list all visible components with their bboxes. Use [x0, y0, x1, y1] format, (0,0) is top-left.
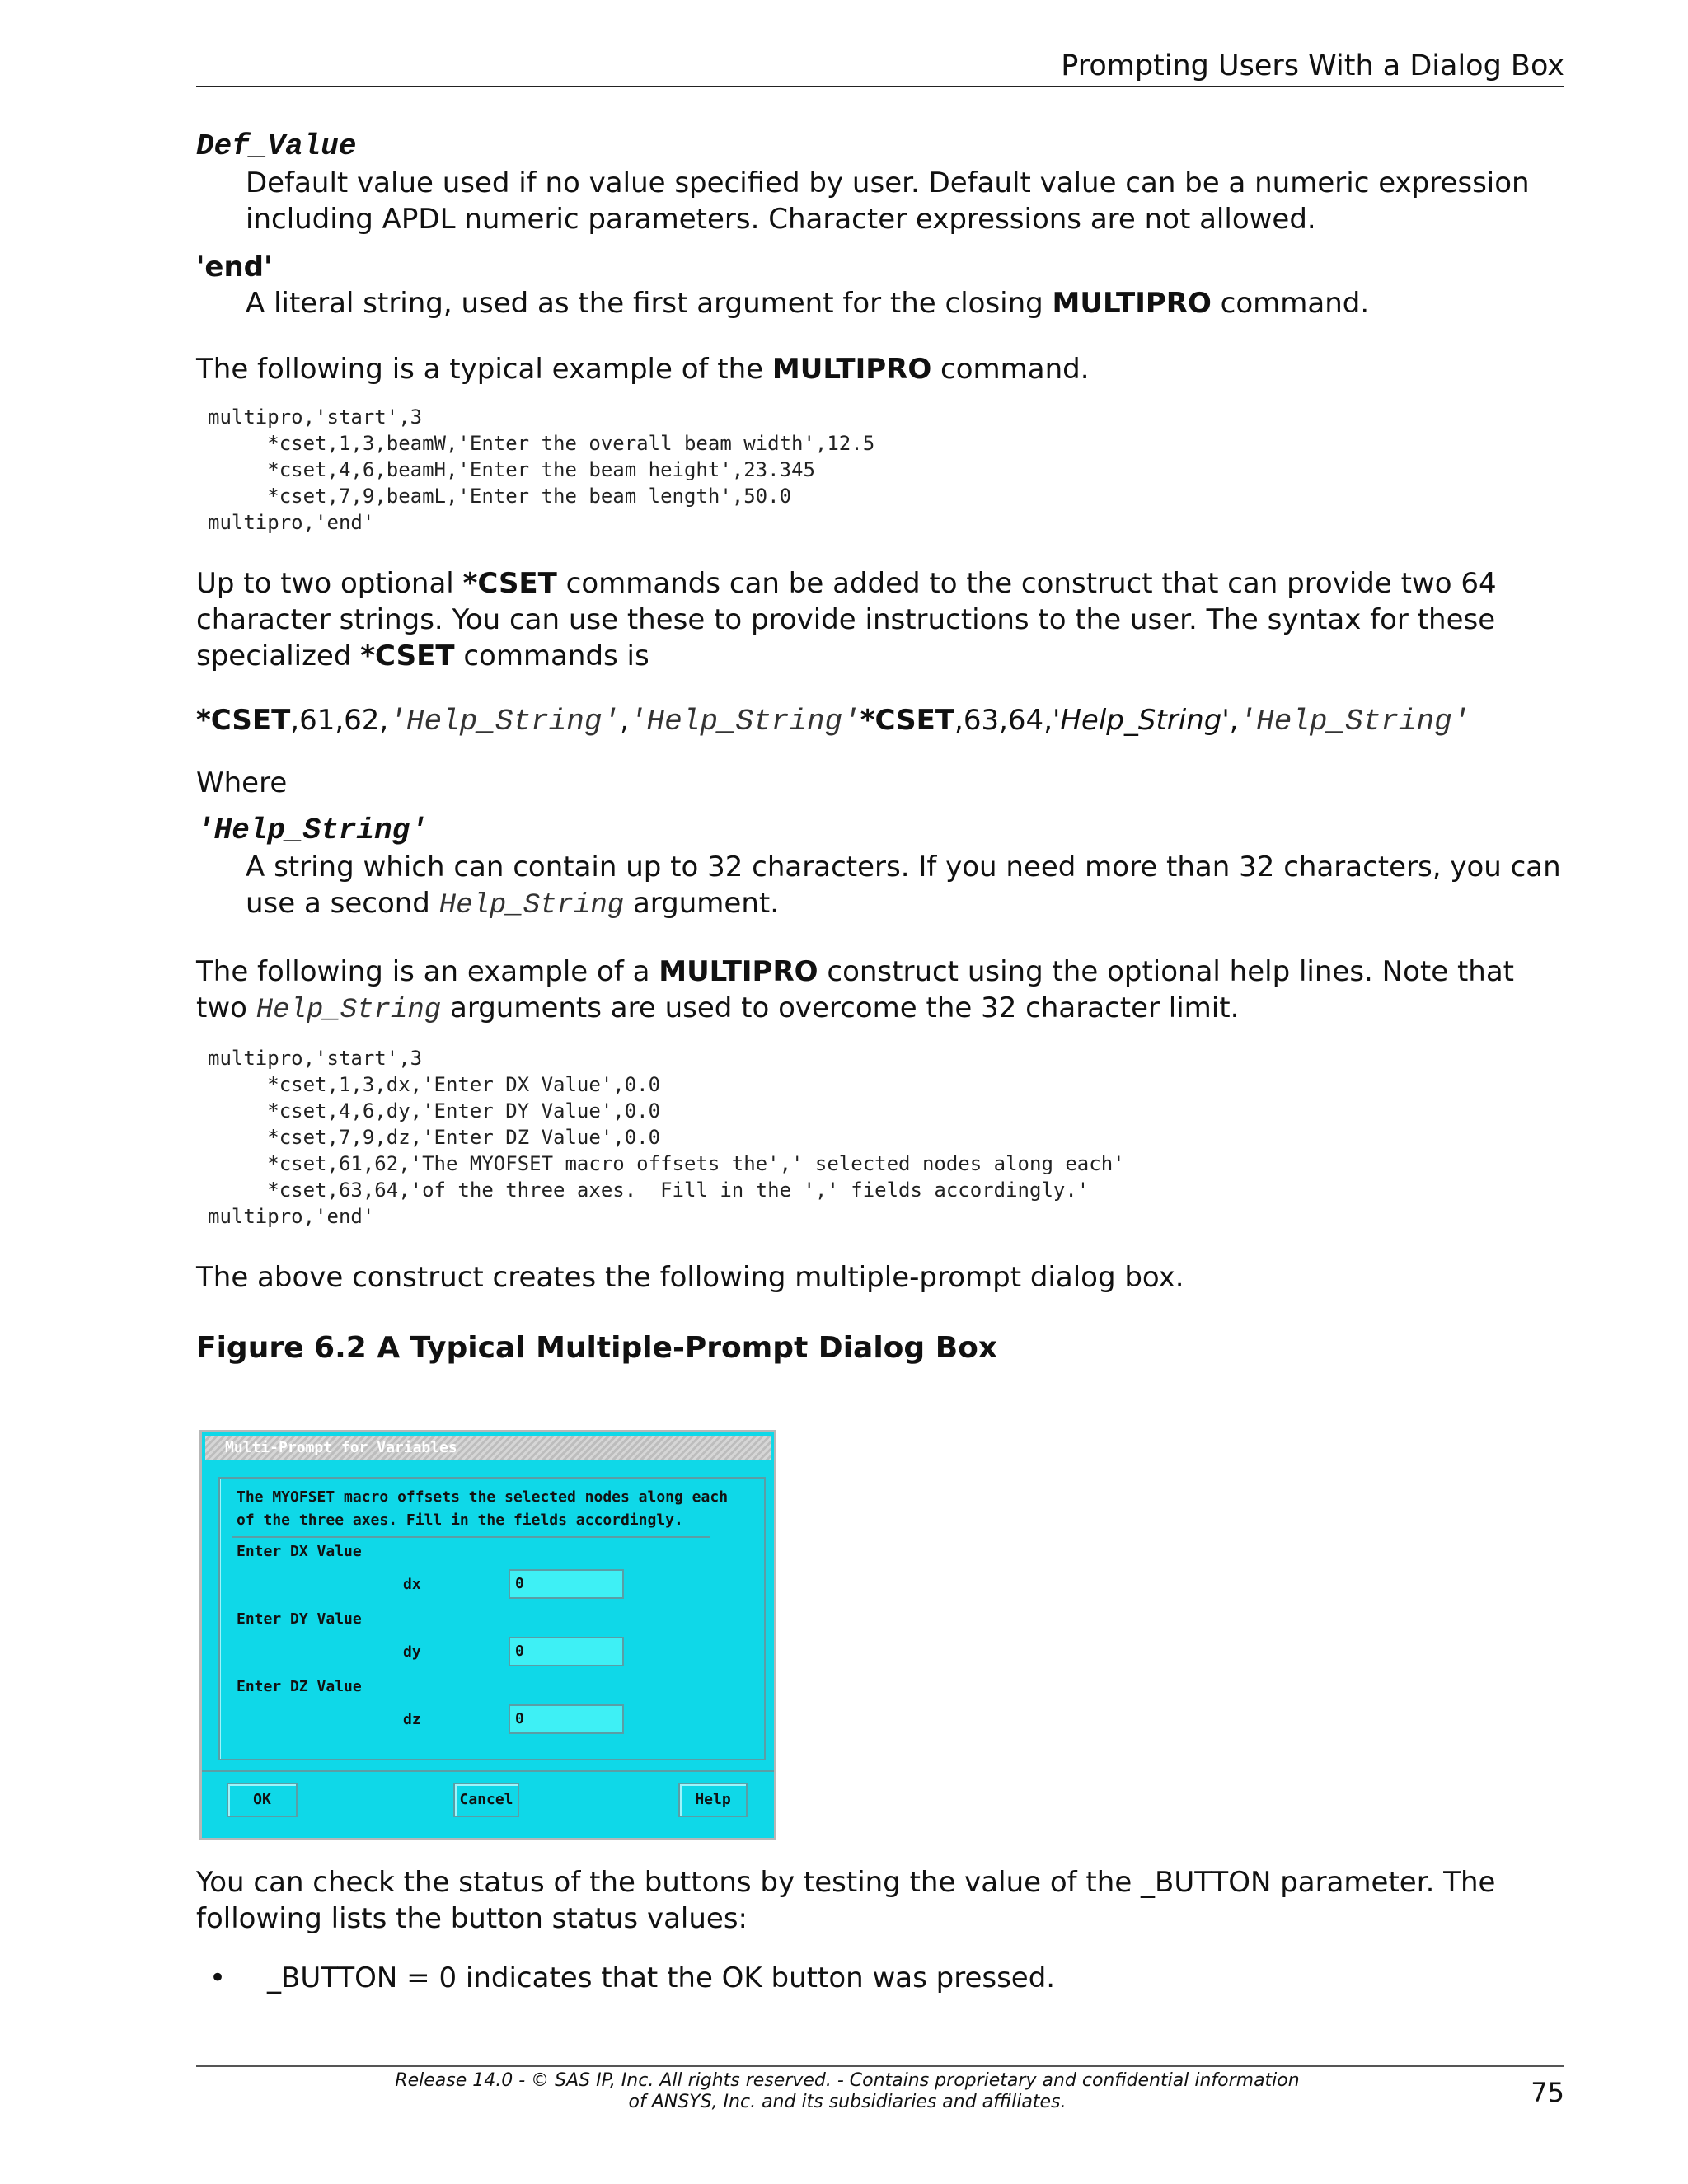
help-string-desc-code: Help_String [438, 890, 625, 921]
end-term: 'end' [196, 251, 273, 284]
dx-input[interactable]: 0 [509, 1569, 624, 1599]
footer-divider [196, 2065, 1564, 2067]
help-string-term: 'Help_String' [196, 813, 428, 847]
syntax-args-1: ,61,62, [290, 704, 389, 737]
paragraph-construct-creates: The above construct creates the following multiple-prompt dialog box. [196, 1261, 1184, 1294]
paragraph-help-lines [196, 954, 1564, 1029]
bullet-text: _BUTTON = 0 indicates that the OK button was pressed. [267, 1961, 1056, 1994]
dialog-titlebar: Multi-Prompt for Variables [205, 1436, 771, 1460]
syntax-help-string-3: Help_String [1060, 704, 1222, 737]
cancel-button[interactable]: Cancel [453, 1783, 519, 1817]
code-block-offset: multipro,'start',3 *cset,1,3,dx,'Enter DX Value',0.0 *cset,4,6,dy,'Enter DY Value',0.0 *cset,7,9,dz,'Enter DZ Value',0.0 *cset,61,62,'The MYOFSET macro offsets the',' selected nodes along each' *cset,63,64,'of the three axes. Fill in the ',' fields accordingly.' multipro,'end' [208, 1047, 1125, 1228]
syntax-cmd-2: *CSET [860, 704, 955, 737]
para2-text-2: commands can be added to the construct that can provide two 64 character strings. You can use these to provide instructions to the user. The syntax for these specialized [196, 567, 1497, 673]
help-button[interactable]: Help [678, 1783, 748, 1817]
page-content [196, 124, 1564, 1366]
syntax-help-string-2: 'Help_String' [628, 705, 860, 738]
dz-input[interactable]: 0 [509, 1704, 624, 1734]
syntax-cmd-1: *CSET [196, 704, 291, 737]
help-string-desc-text: A string which can contain up to 32 characters. If you need more than 32 characters, you can use a second [246, 851, 1561, 920]
end-desc-suffix: command. [1211, 287, 1370, 320]
syntax-help-string-4: 'Help_String' [1238, 705, 1470, 738]
end-description [246, 285, 1564, 321]
prompt-label-dz: Enter DZ Value [237, 1678, 362, 1695]
end-desc-command: MULTIPRO [1052, 287, 1212, 320]
para3-text-2: construct using the optional help lines. Note that two [196, 955, 1515, 1024]
paragraph-cset-options [196, 565, 1564, 674]
def-value-term: Def_Value [196, 129, 357, 163]
def-value-description: Default value used if no value specified by user. Default value can be a numeric expression including APDL numeric parameters. Character expressions are not allowed. [246, 166, 1530, 236]
multi-prompt-dialog [199, 1430, 776, 1840]
bullet-icon: • [209, 1961, 227, 1994]
help-lines-divider [232, 1536, 710, 1538]
syntax-help-string-1: 'Help_String' [388, 705, 621, 738]
dialog-help-line-1: The MYOFSET macro offsets the selected nodes along each [237, 1488, 729, 1506]
param-label-dz: dz [403, 1711, 421, 1728]
dialog-prompt-panel [218, 1477, 766, 1760]
page-number: 75 [1531, 2077, 1564, 2108]
dialog-button-divider [202, 1770, 774, 1772]
param-label-dx: dx [403, 1576, 421, 1593]
dy-input[interactable]: 0 [509, 1637, 624, 1666]
param-label-dy: dy [403, 1643, 421, 1661]
para3-command: MULTIPRO [659, 955, 818, 988]
paragraph-typical-example [196, 351, 1564, 387]
end-desc-text: A literal string, used as the first argument for the closing [246, 287, 1053, 320]
syntax-line [196, 702, 1564, 740]
para3-text-3: arguments are used to overcome the 32 character limit. [441, 991, 1240, 1024]
code-block-beam: multipro,'start',3 *cset,1,3,beamW,'Enter the overall beam width',12.5 *cset,4,6,beamH,'Enter the beam height',23.345 *cset,7,9,beamL,'Enter the beam length',50.0 multipro,'end' [208, 405, 875, 534]
para1-command: MULTIPRO [771, 353, 932, 386]
para2-text-3: commands is [454, 640, 649, 673]
para3-text-1: The following is an example of a [196, 955, 659, 988]
syntax-comma: , [620, 704, 629, 737]
para2-text-1: Up to two optional [196, 567, 463, 600]
footer-line-2: of ANSYS, Inc. and its subsidiaries and affiliates. [628, 2092, 1067, 2112]
para2-cset-2: *CSET [360, 640, 455, 673]
footer-line-1: Release 14.0 - © SAS IP, Inc. All rights reserved. - Contains proprietary and confidential information [395, 2070, 1300, 2091]
footer-copyright [196, 2070, 1498, 2113]
page-content-lower [196, 1864, 1564, 1996]
ok-button[interactable]: OK [227, 1783, 298, 1817]
syntax-args-2: ,63,64,' [954, 704, 1061, 737]
header-divider [196, 86, 1564, 87]
help-string-description [246, 849, 1564, 924]
para3-code: Help_String [256, 995, 442, 1026]
paragraph-button-status: You can check the status of the buttons by testing the value of the _BUTTON parameter. The following lists the button status values: [196, 1866, 1496, 1935]
prompt-label-dx: Enter DX Value [237, 1543, 362, 1560]
syntax-separator: ', [1221, 704, 1239, 737]
running-header: Prompting Users With a Dialog Box [1061, 49, 1564, 82]
where-label: Where [196, 766, 288, 799]
para1-text: The following is a typical example of the [196, 353, 772, 386]
help-string-desc-suffix: argument. [624, 887, 780, 920]
prompt-label-dy: Enter DY Value [237, 1610, 362, 1628]
para2-cset-1: *CSET [462, 567, 557, 600]
para1-suffix: command. [931, 353, 1090, 386]
figure-caption: Figure 6.2 A Typical Multiple-Prompt Dialog Box [196, 1331, 998, 1365]
list-item [196, 1960, 1564, 1996]
dialog-help-line-2: of the three axes. Fill in the fields accordingly. [237, 1511, 683, 1529]
